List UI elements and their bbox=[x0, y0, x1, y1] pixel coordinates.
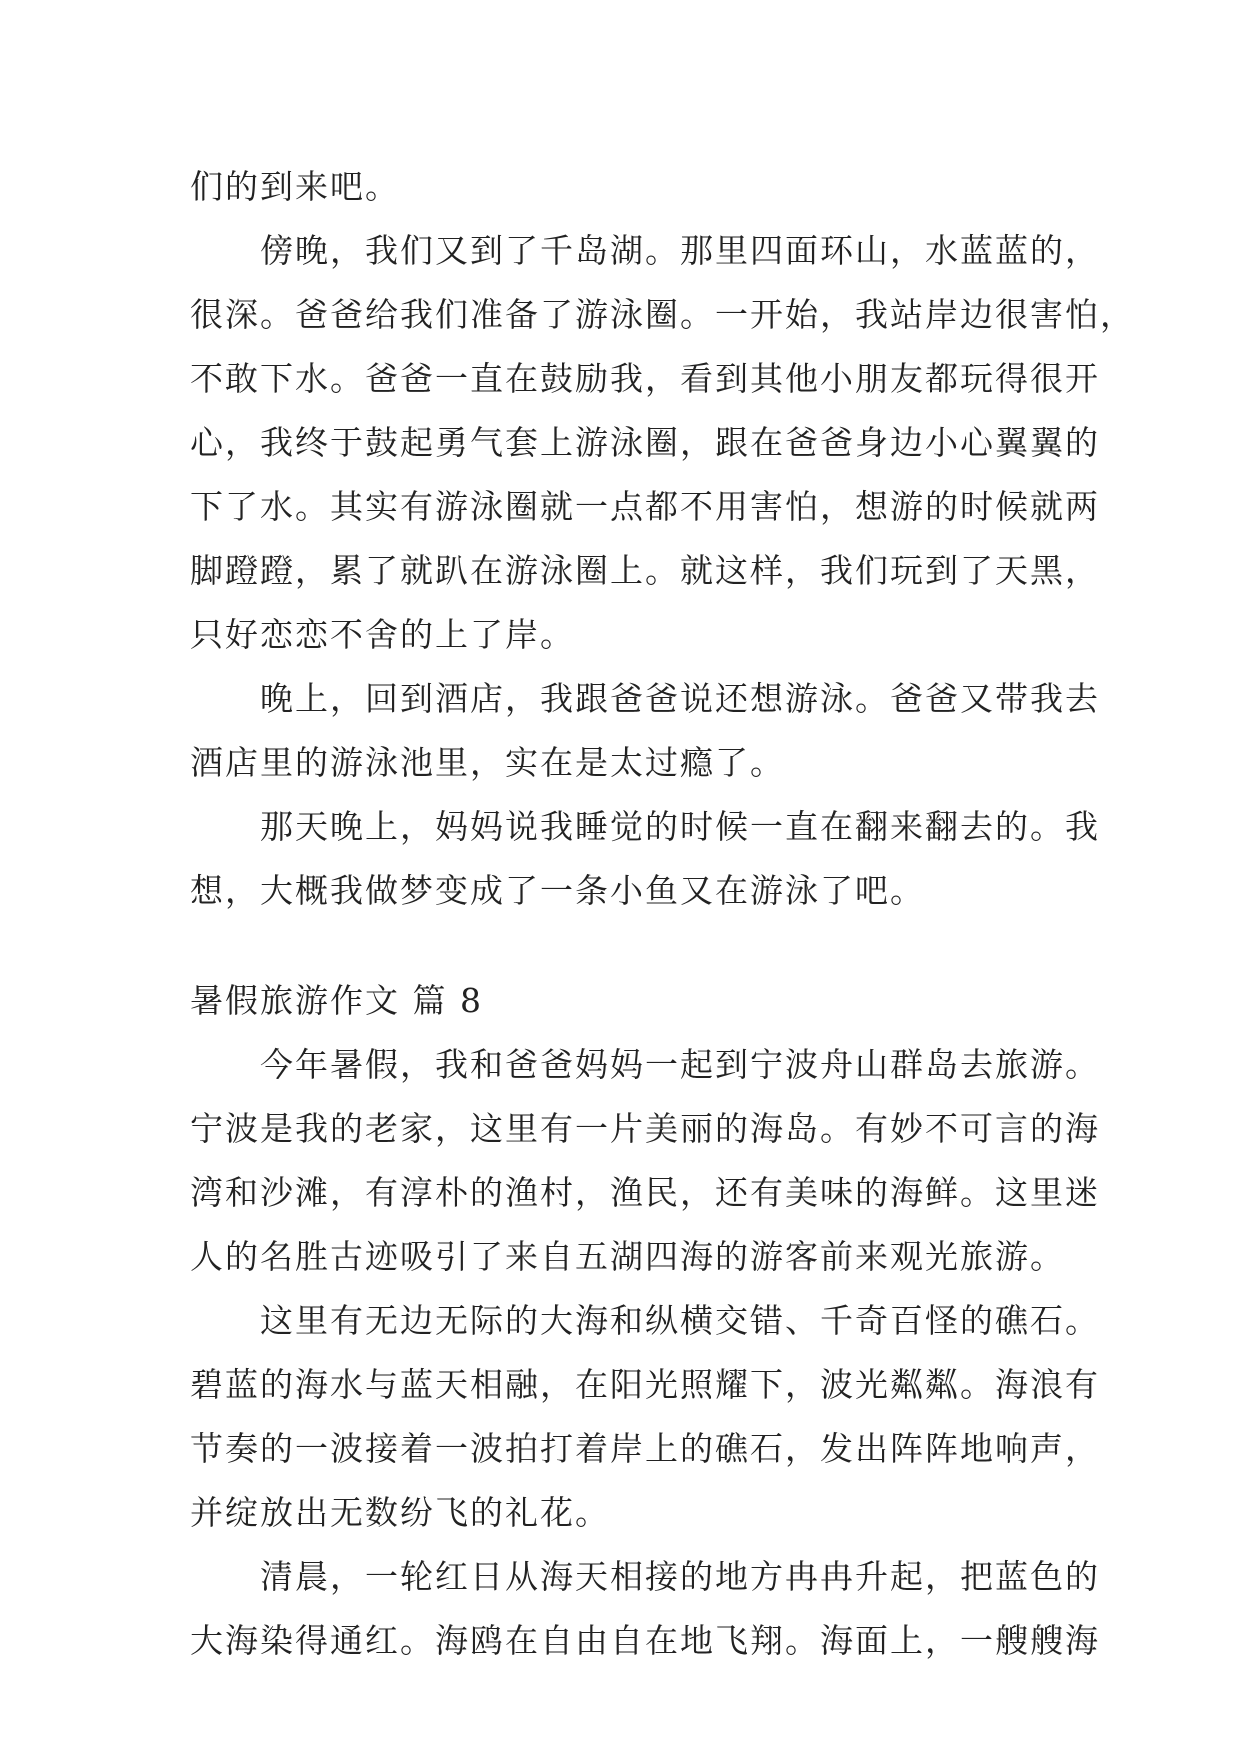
text-line: 宁波是我的老家，这里有一片美丽的海岛。有妙不可言的海 bbox=[190, 1109, 1100, 1148]
text-line: 今年暑假，我和爸爸妈妈一起到宁波舟山群岛去旅游。 bbox=[260, 1045, 1100, 1084]
section-gap bbox=[190, 923, 1070, 969]
text-line: 脚蹬蹬，累了就趴在游泳圈上。就这样，我们玩到了天黑， bbox=[190, 551, 1100, 590]
document-page bbox=[190, 155, 1135, 1673]
section-heading: 暑假旅游作文 篇 8 bbox=[190, 981, 483, 1020]
text-line: 大海染得通红。海鸥在自由自在地飞翔。海面上，一艘艘海 bbox=[190, 1621, 1100, 1660]
text-line: 那天晚上，妈妈说我睡觉的时候一直在翻来翻去的。我 bbox=[260, 807, 1100, 846]
paragraph bbox=[190, 1289, 1100, 1545]
text-line: 心，我终于鼓起勇气套上游泳圈，跟在爸爸身边小心翼翼的 bbox=[190, 423, 1100, 462]
text-line: 节奏的一波接着一波拍打着岸上的礁石，发出阵阵地响声， bbox=[190, 1429, 1100, 1468]
paragraph bbox=[190, 795, 1100, 923]
text-line: 傍晚，我们又到了千岛湖。那里四面环山，水蓝蓝的， bbox=[260, 231, 1100, 270]
text-line: 碧蓝的海水与蓝天相融，在阳光照耀下，波光粼粼。海浪有 bbox=[190, 1365, 1100, 1404]
paragraph bbox=[190, 219, 1135, 667]
text-line: 想，大概我做梦变成了一条小鱼又在游泳了吧。 bbox=[190, 871, 925, 910]
paragraph bbox=[190, 1545, 1100, 1673]
text-line: 很深。爸爸给我们准备了游泳圈。一开始，我站岸边很害怕， bbox=[190, 295, 1135, 334]
text-line: 下了水。其实有游泳圈就一点都不用害怕，想游的时候就两 bbox=[190, 487, 1100, 526]
paragraph bbox=[190, 667, 1100, 795]
text-line: 清晨，一轮红日从海天相接的地方冉冉升起，把蓝色的 bbox=[260, 1557, 1100, 1596]
paragraph bbox=[190, 1033, 1100, 1289]
text-line: 晚上，回到酒店，我跟爸爸说还想游泳。爸爸又带我去 bbox=[260, 679, 1100, 718]
continuation-line: 们的到来吧。 bbox=[190, 167, 400, 206]
text-line: 酒店里的游泳池里，实在是太过瘾了。 bbox=[190, 743, 785, 782]
text-line: 并绽放出无数纷飞的礼花。 bbox=[190, 1493, 610, 1532]
text-line: 只好恋恋不舍的上了岸。 bbox=[190, 615, 575, 654]
text-line: 人的名胜古迹吸引了来自五湖四海的游客前来观光旅游。 bbox=[190, 1237, 1065, 1276]
text-line: 这里有无边无际的大海和纵横交错、千奇百怪的礁石。 bbox=[260, 1301, 1100, 1340]
text-line: 不敢下水。爸爸一直在鼓励我，看到其他小朋友都玩得很开 bbox=[190, 359, 1100, 398]
text-line: 湾和沙滩，有淳朴的渔村，渔民，还有美味的海鲜。这里迷 bbox=[190, 1173, 1100, 1212]
